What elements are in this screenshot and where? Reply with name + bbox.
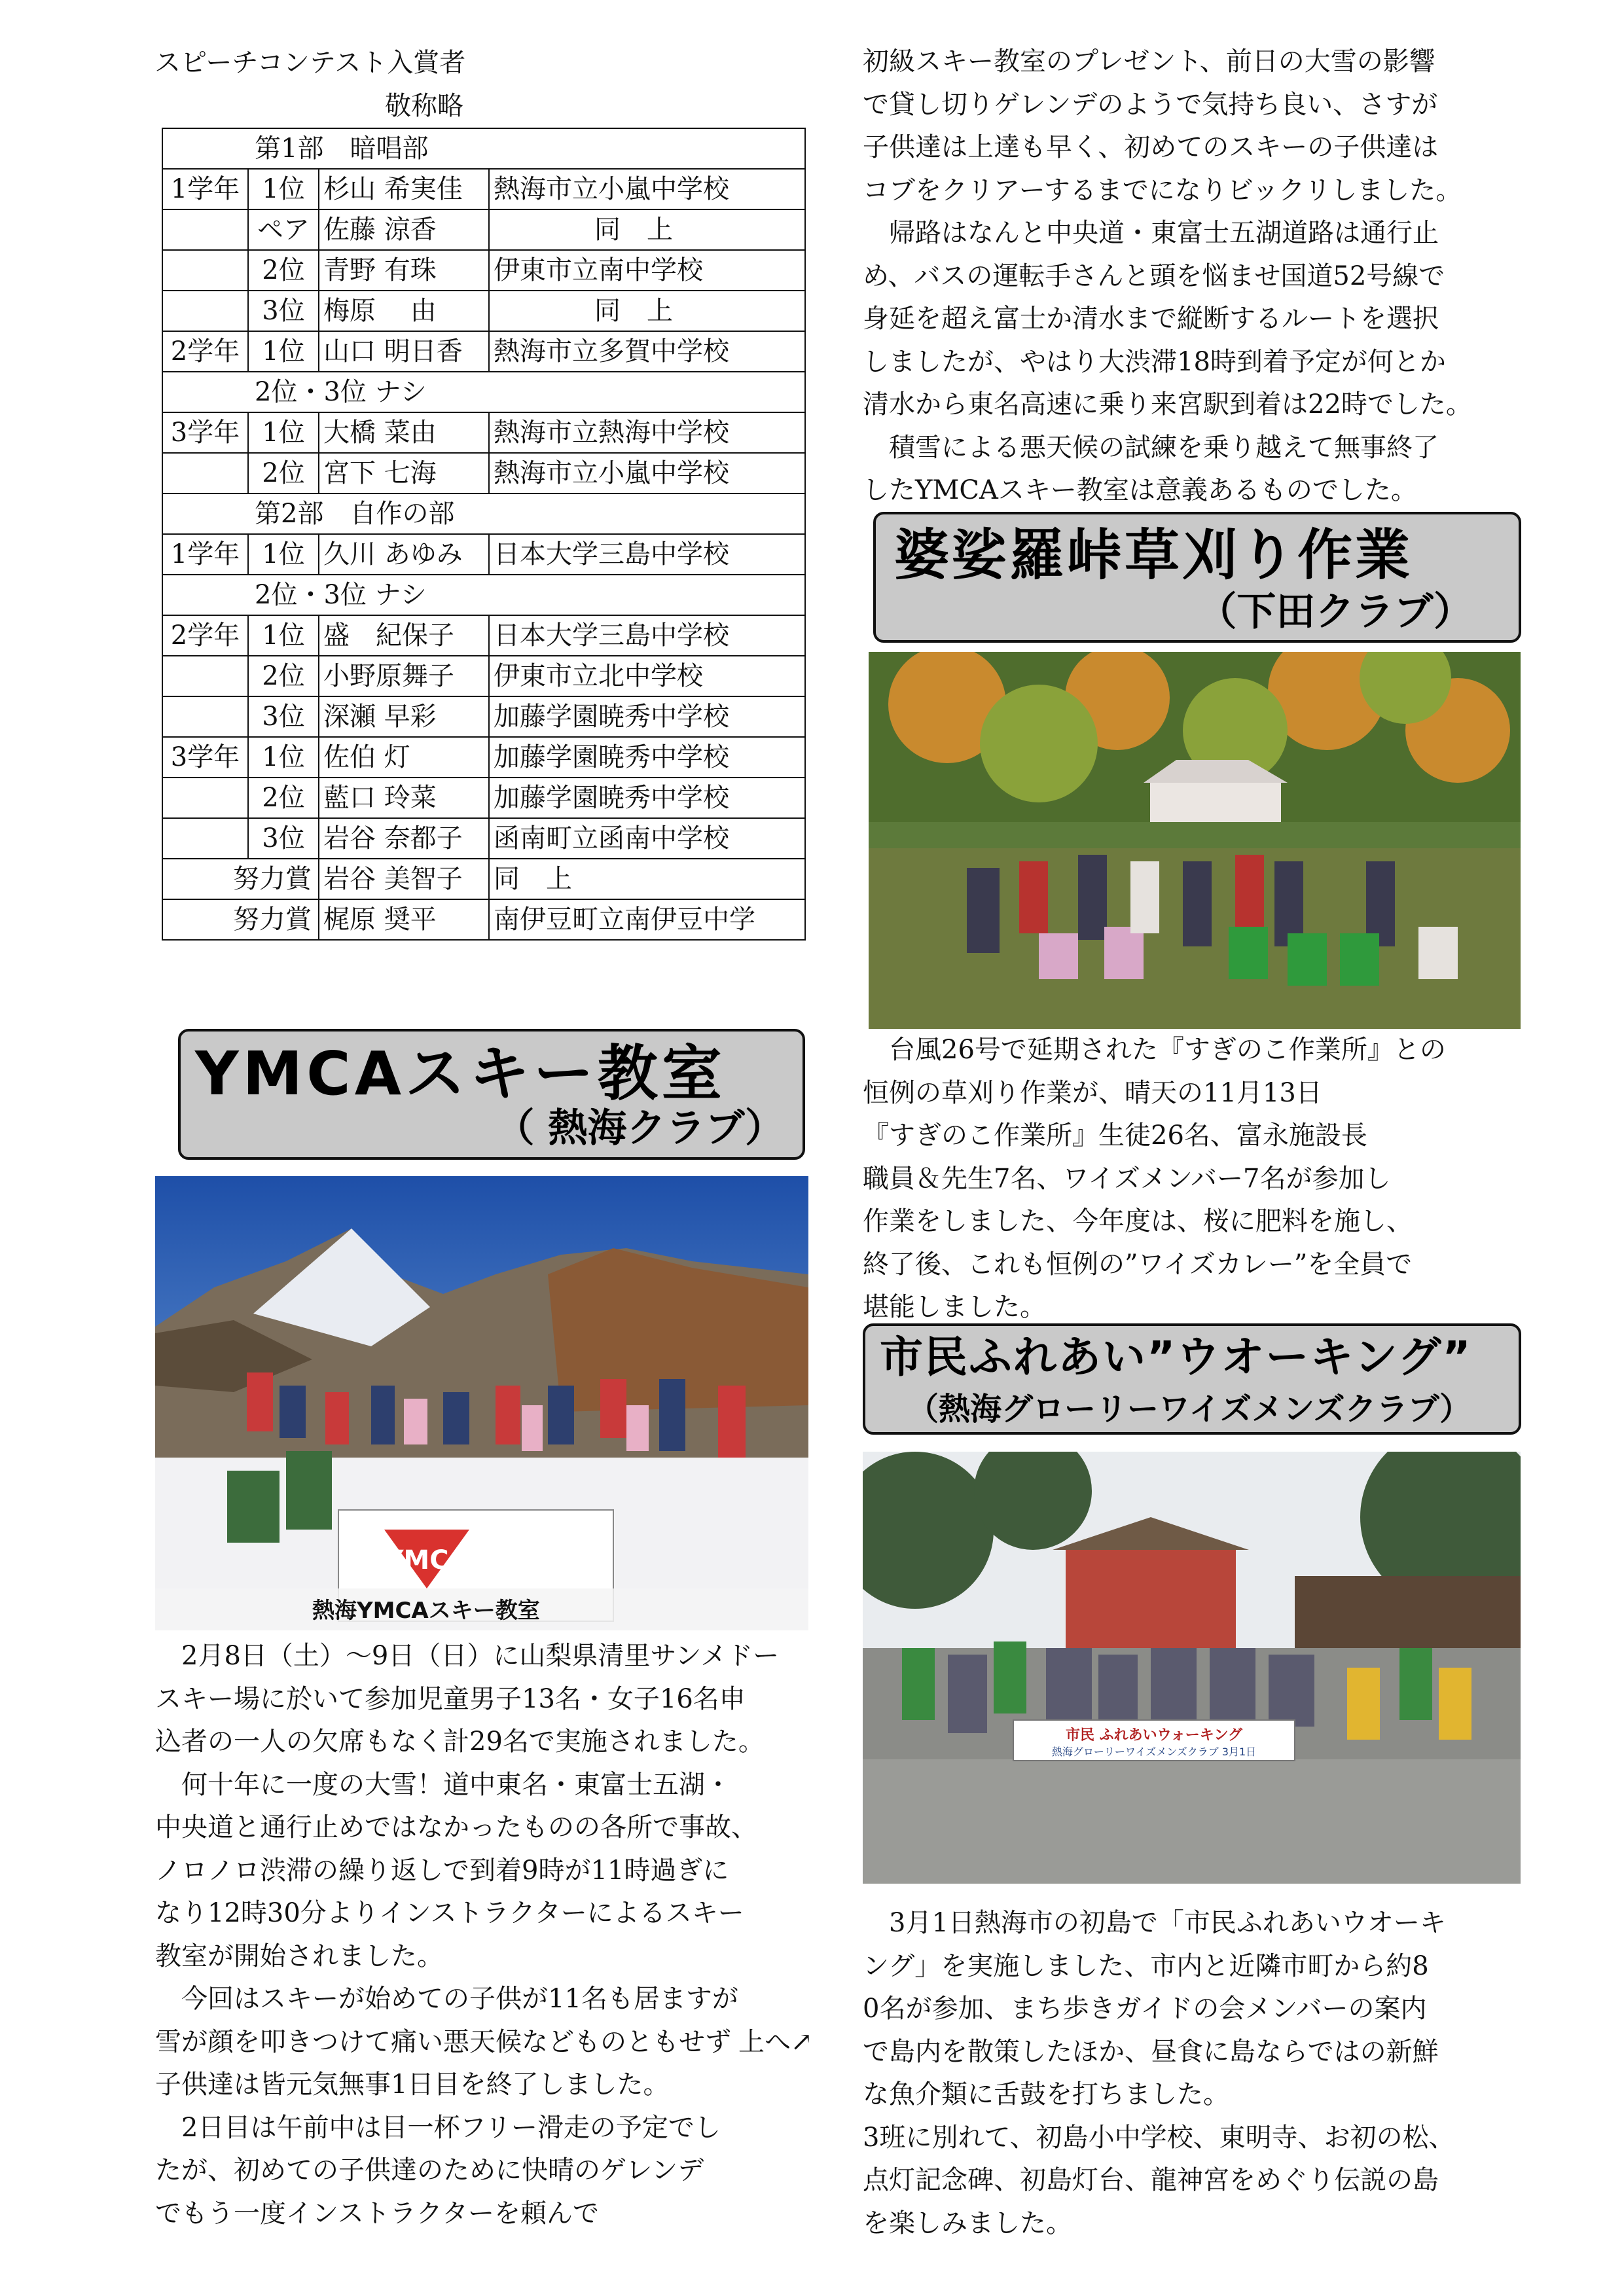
winner-school: 伊東市立南中学校 xyxy=(489,250,805,291)
rank-cell: 3位 xyxy=(248,818,319,859)
rank-cell: 1位 xyxy=(248,331,319,372)
section-heading: 第1部 暗唱部 xyxy=(162,128,805,169)
walking-article-text xyxy=(863,1902,1557,2245)
awards-row xyxy=(162,778,805,818)
rank-cell: 3位 xyxy=(248,291,319,331)
text-line: しましたが、やはり大渋滞18時到着予定が何とか xyxy=(863,346,1446,377)
awards-row xyxy=(162,169,805,209)
text-line: 初級スキー教室のプレゼント、前日の大雪の影響 xyxy=(863,46,1435,77)
text-line: 込者の一人の欠席もなく計29名で実施されました。 xyxy=(155,1727,765,1757)
rank-cell: 2位 xyxy=(248,453,319,493)
text-line: 積雪による悪天候の試練を乗り越えて無事終了 xyxy=(863,432,1439,463)
rank-cell: 1位 xyxy=(248,169,319,209)
rank-cell: 1位 xyxy=(248,412,319,453)
ski-article-text xyxy=(155,1635,810,2235)
mowing-headline: 婆娑羅峠草刈り作業 xyxy=(894,523,1413,587)
winner-name: 佐藤 涼香 xyxy=(319,209,489,250)
walking-banner-line2: 熱海グローリーワイズメンズクラブ 3月1日 xyxy=(1051,1746,1257,1758)
ski-club: （ 熱海クラブ） xyxy=(495,1105,784,1151)
text-line: 身延を超え富士か清水まで縦断するルートを選択 xyxy=(863,304,1439,334)
awards-row xyxy=(162,128,805,169)
awards-table xyxy=(162,128,806,941)
rank-cell: 2位 xyxy=(248,250,319,291)
ski-article-continuation xyxy=(863,41,1557,512)
text-line: 雪が顔を叩きつけて痛い悪天候などものともせず xyxy=(155,2026,731,2057)
grade-cell xyxy=(162,696,248,737)
awards-row xyxy=(162,453,805,493)
awards-row xyxy=(162,534,805,575)
text-line: ング」を実施しました、市内と近隣市町から約8 xyxy=(863,1950,1429,1981)
text-line: たが、初めての子供達のために快晴のゲレンデ xyxy=(155,2155,704,2185)
awards-row xyxy=(162,250,805,291)
winner-school: 伊東市立北中学校 xyxy=(489,656,805,696)
winner-name: 小野原舞子 xyxy=(319,656,489,696)
ski-photo-caption: 熱海YMCAスキー教室 xyxy=(312,1598,540,1624)
text-line: で島内を散策したほか、昼食に島ならではの新鮮 xyxy=(863,2036,1439,2067)
text-line: 教室が開始されました。 xyxy=(155,1941,443,1971)
text-line: ノロノロ渋滞の繰り返しで到着9時が11時過ぎに xyxy=(155,1855,729,1886)
walking-headline: 市民ふれあい”ウオーキング” xyxy=(880,1332,1472,1382)
winner-school: 函南町立函南中学校 xyxy=(489,818,805,859)
awards-row xyxy=(162,493,805,534)
winner-name: 佐伯 灯 xyxy=(319,737,489,778)
winner-name: 岩谷 美智子 xyxy=(319,859,489,899)
awards-row xyxy=(162,899,805,940)
grade-cell: 3学年 xyxy=(162,737,248,778)
winner-name: 大橋 菜由 xyxy=(319,412,489,453)
walking-headline-box xyxy=(863,1323,1521,1435)
grade-cell xyxy=(162,818,248,859)
winner-name: 宮下 七海 xyxy=(319,453,489,493)
awards-row xyxy=(162,291,805,331)
ski-banner-text: YMCA xyxy=(384,1545,469,1575)
awards-note: 2位・3位 ナシ xyxy=(162,575,805,615)
ski-paragraph xyxy=(155,1764,810,1979)
awards-row xyxy=(162,209,805,250)
text-line: 恒例の草刈り作業が、晴天の11月13日 xyxy=(863,1077,1322,1108)
awards-row xyxy=(162,615,805,656)
walking-group-photo xyxy=(863,1452,1521,1884)
grade-cell xyxy=(162,453,248,493)
text-line: なり12時30分よりインストラクターによるスキー xyxy=(155,1898,744,1928)
text-line: でもう一度インストラクターを頼んで xyxy=(155,2198,599,2229)
ski-paragraph xyxy=(155,1978,810,2107)
text-line: を楽しみました。 xyxy=(863,2208,1072,2238)
winner-school: 同 上 xyxy=(489,291,805,331)
mowing-group-photo xyxy=(869,652,1521,1029)
text-line: 帰路はなんと中央道・東富士五湖道路は通行止 xyxy=(863,218,1439,248)
winner-school: 日本大学三島中学校 xyxy=(489,534,805,575)
winner-name: 山口 明日香 xyxy=(319,331,489,372)
text-line: スキー場に於いて参加児童男子13名・女子16名申 xyxy=(155,1683,746,1714)
mowing-headline-box xyxy=(873,512,1521,643)
text-line: 3班に別れて、初島小中学校、東明寺、お初の松、 xyxy=(863,2122,1455,2153)
winner-school: 加藤学園暁秀中学校 xyxy=(489,737,805,778)
grade-cell: 2学年 xyxy=(162,331,248,372)
awards-row xyxy=(162,859,805,899)
winner-name: 杉山 希実佳 xyxy=(319,169,489,209)
rank-cell: 3位 xyxy=(248,696,319,737)
ski-paragraph xyxy=(155,2107,810,2236)
mowing-article-text xyxy=(863,1029,1557,1329)
rank-cell: ペア xyxy=(248,209,319,250)
winner-school: 熱海市立小嵐中学校 xyxy=(489,169,805,209)
text-line: 『すぎのこ作業所』生徒26名、富永施設長 xyxy=(863,1121,1367,1151)
awards-caption: スピーチコンテスト入賞者 xyxy=(154,48,466,78)
grade-cell xyxy=(162,656,248,696)
winner-name: 青野 有珠 xyxy=(319,250,489,291)
winner-school: 加藤学園暁秀中学校 xyxy=(489,696,805,737)
grade-cell xyxy=(162,291,248,331)
ski-continuation-paragraph xyxy=(863,427,1557,512)
rank-cell: 2位 xyxy=(248,778,319,818)
text-line: 点灯記念碑、初島灯台、龍神宮をめぐり伝説の島 xyxy=(863,2165,1439,2195)
ski-headline-box xyxy=(178,1029,805,1160)
ski-continuation-paragraph xyxy=(863,41,1557,212)
winner-school: 熱海市立小嵐中学校 xyxy=(489,453,805,493)
awards-row xyxy=(162,575,805,615)
award-label: 努力賞 xyxy=(162,859,319,899)
winner-school: 日本大学三島中学校 xyxy=(489,615,805,656)
awards-row xyxy=(162,818,805,859)
mowing-club: （下田クラブ） xyxy=(1197,589,1473,635)
awards-row xyxy=(162,412,805,453)
continued-marker: 上へ↗ xyxy=(738,2027,813,2057)
text-line: め、バスの運転手さんと頭を悩ませ国道52号線で xyxy=(863,260,1445,291)
ski-paragraph xyxy=(155,1635,810,1764)
text-line: 何十年に一度の大雪！道中東名・東富士五湖・ xyxy=(155,1769,731,1800)
grade-cell xyxy=(162,250,248,291)
grade-cell: 2学年 xyxy=(162,615,248,656)
winner-name: 梅原 由 xyxy=(319,291,489,331)
text-line: 中央道と通行止めではなかったものの各所で事故、 xyxy=(155,1812,757,1842)
grade-cell: 1学年 xyxy=(162,534,248,575)
grade-cell xyxy=(162,209,248,250)
rank-cell: 1位 xyxy=(248,534,319,575)
awards-row xyxy=(162,331,805,372)
rank-cell: 1位 xyxy=(248,737,319,778)
ski-group-photo xyxy=(155,1176,808,1630)
winner-school: 加藤学園暁秀中学校 xyxy=(489,778,805,818)
text-line: 子供達は皆元気無事1日目を終了しました。 xyxy=(155,2070,670,2100)
winner-name: 梶原 奨平 xyxy=(319,899,489,940)
text-line: 2日目は午前中は目一杯フリー滑走の予定でし xyxy=(155,2112,721,2143)
awards-row xyxy=(162,656,805,696)
winner-name: 深瀬 早彩 xyxy=(319,696,489,737)
text-line: したYMCAスキー教室は意義あるものでした。 xyxy=(863,475,1417,505)
text-line: 子供達は上達も早く、初めてのスキーの子供達は xyxy=(863,132,1439,162)
award-label: 努力賞 xyxy=(162,899,319,940)
text-line: 今回はスキーが始めての子供が11名も居ますが xyxy=(155,1984,738,2014)
winner-school: 熱海市立多賀中学校 xyxy=(489,331,805,372)
grade-cell: 1学年 xyxy=(162,169,248,209)
text-line: コブをクリアーするまでになりビックリしました。 xyxy=(863,175,1462,206)
grade-cell xyxy=(162,778,248,818)
text-line: 0名が参加、まち歩きガイドの会メンバーの案内 xyxy=(863,1994,1427,2024)
rank-cell: 2位 xyxy=(248,656,319,696)
awards-row xyxy=(162,696,805,737)
awards-row xyxy=(162,737,805,778)
text-line: 清水から東名高速に乗り来宮駅到着は22時でした。 xyxy=(863,389,1472,420)
text-line: 堪能しました。 xyxy=(863,1292,1046,1322)
text-line: 作業をしました、今年度は、桜に肥料を施し、 xyxy=(863,1206,1413,1236)
winner-name: 盛 紀保子 xyxy=(319,615,489,656)
rank-cell: 1位 xyxy=(248,615,319,656)
text-line: な魚介類に舌鼓を打ちました。 xyxy=(863,2079,1229,2109)
grade-cell: 3学年 xyxy=(162,412,248,453)
winner-school: 熱海市立熱海中学校 xyxy=(489,412,805,453)
winner-school: 同 上 xyxy=(489,209,805,250)
text-line: 職員＆先生7名、ワイズメンバー7名が参加し xyxy=(863,1163,1391,1194)
text-line: 3月1日熱海市の初島で「市民ふれあいウオーキ xyxy=(863,1908,1446,1938)
awards-note: 2位・3位 ナシ xyxy=(162,372,805,412)
walking-club: （熱海グローリーワイズメンズクラブ） xyxy=(907,1391,1471,1427)
text-line: で貸し切りゲレンデのようで気持ち良い、さすが xyxy=(863,89,1438,120)
ski-headline: YMCAスキー教室 xyxy=(195,1039,726,1109)
awards-honorific: 敬称略 xyxy=(385,91,463,121)
walking-banner-line1: 市民 ふれあいウォーキング xyxy=(1065,1727,1243,1744)
winner-school: 南伊豆町立南伊豆中学 xyxy=(489,899,805,940)
mowing-paragraph xyxy=(863,1029,1557,1329)
text-line: 2月8日（土）～9日（日）に山梨県清里サンメドー xyxy=(155,1641,780,1671)
ski-continuation-paragraph xyxy=(863,212,1557,427)
winner-name: 藍口 玲菜 xyxy=(319,778,489,818)
walking-paragraph xyxy=(863,1902,1557,2117)
walking-paragraph xyxy=(863,2117,1557,2246)
winner-school: 同 上 xyxy=(489,859,805,899)
winner-name: 岩谷 奈都子 xyxy=(319,818,489,859)
text-line: 終了後、これも恒例の”ワイズカレー”を全員で xyxy=(863,1249,1413,1280)
awards-row xyxy=(162,372,805,412)
winner-name: 久川 あゆみ xyxy=(319,534,489,575)
section-heading: 第2部 自作の部 xyxy=(162,493,805,534)
text-line: 台風26号で延期された『すぎのこ作業所』との xyxy=(863,1035,1446,1065)
